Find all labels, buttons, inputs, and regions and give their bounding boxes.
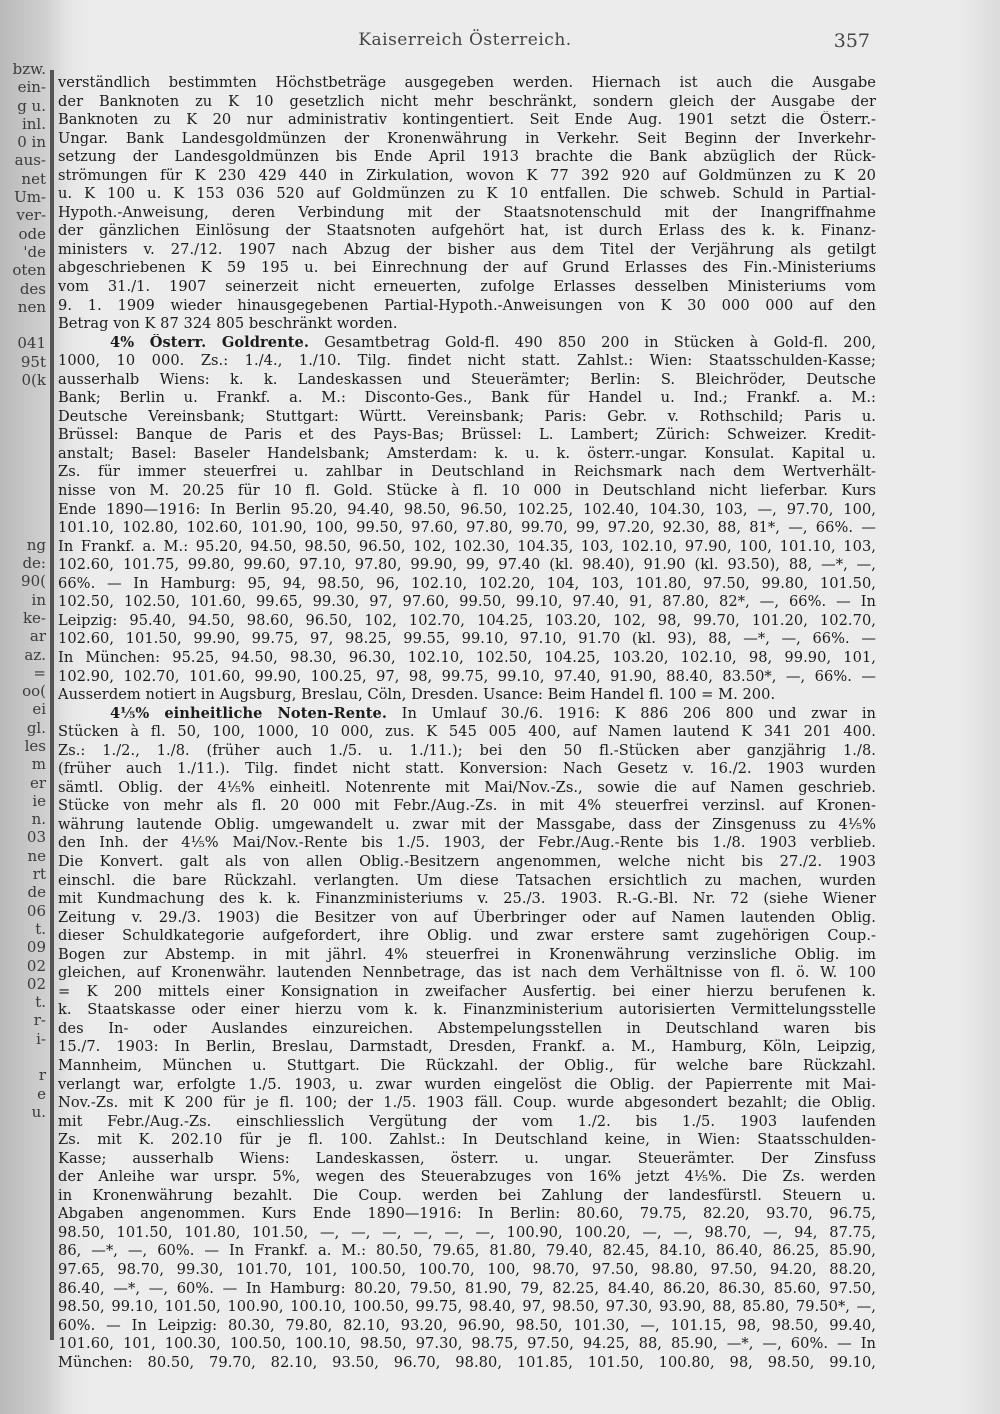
body-text — [58, 74, 876, 1404]
text-line — [58, 575, 876, 594]
margin-fragment: bzw. — [12, 60, 46, 78]
text-line — [58, 93, 876, 112]
line-text: 98.50, 99.10, 101.50, 100.90, 100.10, 100.50, 99.75, 98.40, 97, 98.50, 97.30, 93.90, 88, 85.80, 79.50*, —, — [58, 1298, 876, 1316]
line-text: in Kronenwährung bezahlt. Die Coup. werden bei Zahlung der landesfürstl. Steuern u. — [58, 1186, 876, 1204]
line-text: Zeitung v. 29./3. 1903) die Besitzer von auf Überbringer oder auf Namen lautenden Oblig. — [58, 908, 876, 926]
margin-fragment: r- — [33, 1011, 46, 1030]
adjacent-page-margin — [0, 60, 48, 1414]
margin-fragment: 02 — [26, 956, 46, 975]
margin-fragment: 041 — [17, 334, 46, 353]
margin-fragment — [0, 463, 48, 481]
margin-fragment — [0, 389, 48, 407]
margin-fragment — [0, 499, 48, 517]
margin-fragment: 02 — [26, 974, 46, 993]
margin-fragment: m — [31, 755, 46, 774]
margin-fragment: i- — [36, 1029, 46, 1048]
text-line — [58, 389, 876, 408]
margin-fragment — [0, 444, 48, 462]
line-text: sämtl. Oblig. der 4⅕% einheitl. Notenrente mit Mai/Nov.-Zs., sowie die auf Namen geschrieb. — [58, 778, 876, 796]
margin-fragment — [0, 517, 48, 535]
line-text: München: 80.50, 79.70, 82.10, 93.50, 96.70, 98.80, 101.85, 101.50, 100.80, 98, 98.50, 99.10, — [58, 1353, 876, 1371]
margin-fragment: aus- — [14, 151, 46, 170]
margin-fragment: 09 — [26, 938, 46, 957]
line-text: Kasse; ausserhalb Wiens: Landeskassen, österr. u. ungar. Steuerämter. Der Zinsfuss — [58, 1149, 876, 1167]
line-text: 102.50, 102.50, 101.60, 99.65, 99.30, 97, 97.60, 99.50, 99.10, 97.40, 91, 87.80, 82*, —, 66%. — In — [58, 593, 876, 611]
margin-fragment: gl. — [26, 718, 46, 737]
margin-fragment: ke- — [22, 608, 46, 627]
line-text: Die Konvert. galt als von allen Oblig.-Besitzern angenommen, welche nicht bis 27./2. 1903 — [58, 852, 876, 870]
text-line — [58, 927, 876, 946]
margin-fragment: 95t — [20, 352, 46, 371]
margin-fragment: er — [29, 773, 46, 792]
text-line — [58, 1001, 876, 1020]
margin-fragment: 90( — [21, 572, 46, 591]
text-line — [58, 352, 876, 371]
line-text: gleichen, auf Kronenwähr. lautenden Nennbetrage, das ist nach dem Verhältnisse von fl. ö. W. 100 — [58, 964, 876, 982]
text-line — [58, 1242, 876, 1261]
margin-fragment: nen — [17, 297, 46, 316]
line-text: k. Staatskasse oder einer hierzu vom k. k. Finanzministerium autorisierten Vermittelungsstelle — [58, 1001, 876, 1019]
text-line — [58, 1020, 876, 1039]
line-text: 15./7. 1903: In Berlin, Breslau, Darmstadt, Dresden, Frankf. a. M., Hamburg, Köln, Leipzig, — [58, 1038, 876, 1056]
line-text: Ende 1890—1916: In Berlin 95.20, 94.40, 98.50, 96.50, 102.25, 102.40, 104.30, 103, —, 97.70, 100, — [58, 500, 876, 518]
margin-fragment: n. — [31, 810, 46, 829]
text-line — [58, 630, 876, 649]
text-line — [58, 1317, 876, 1336]
line-text: setzung der Landesgoldmünzen bis Ende April 1913 brachte die Bank abzüglich der Rück- — [58, 148, 876, 166]
margin-fragment: g u. — [17, 96, 46, 115]
line-text: mit Kundmachung des k. k. Finanzministeriums v. 25./3. 1903. R.-G.-Bl. Nr. 72 (siehe Wiener — [58, 890, 876, 908]
line-text: Bank; Berlin u. Frankf. a. M.: Disconto-Ges., Bank für Handel u. Ind.; Frankf. a. M.: — [58, 389, 876, 407]
text-line — [58, 185, 876, 204]
line-text: einschl. die bare Rückzahl. verlangten. Um diese Tatsachen ersichtlich zu machen, wurden — [58, 871, 876, 889]
margin-fragment: rt — [32, 865, 46, 884]
line-text: Abgaben angenommen. Kurs Ende 1890—1916: In Berlin: 80.60, 79.75, 82.20, 93.70, 96.75, — [58, 1205, 876, 1223]
margin-fragment: az. — [24, 645, 46, 664]
margin-fragment: ode — [18, 224, 46, 243]
line-text: Deutsche Vereinsbank; Stuttgart: Württ. Vereinsbank; Paris: Gebr. v. Rothschild; Paris u. — [58, 407, 876, 425]
line-text: mit Febr./Aug.-Zs. einschliesslich Vergütung der vom 1./2. bis 1./5. 1903 laufenden — [58, 1112, 876, 1130]
text-line — [58, 278, 876, 297]
margin-fragment: 0 in — [17, 133, 46, 152]
text-line — [58, 964, 876, 983]
text-line — [58, 315, 876, 334]
text-line — [58, 241, 876, 260]
margin-fragment: ar — [29, 627, 46, 646]
text-line — [58, 371, 876, 390]
line-text: 86, —*, —, 60%. — In Frankf. a. M.: 80.50, 79.65, 81.80, 79.40, 82.45, 84.10, 86.40, 86.25, 85.90, — [58, 1242, 876, 1260]
line-text: der Anleihe war urspr. 5%, wegen des Steuerabzuges von 16% jetzt 4⅕%. Die Zs. werden — [58, 1168, 876, 1186]
text-line — [58, 1224, 876, 1243]
text-line — [58, 797, 876, 816]
line-text: Zs. für immer steuerfrei u. zahlbar in Deutschland in Reichsmark nach dem Wertverhält- — [58, 463, 876, 481]
line-text: vom 31./1. 1907 seinerzeit nicht erneuerten, zufolge Erlasses desselben Ministeriums vom — [58, 278, 876, 296]
text-line — [58, 297, 876, 316]
line-text: verständlich bestimmten Höchstbeträge ausgegeben werden. Hiernach ist auch die Ausgabe — [58, 74, 876, 91]
line-text: 98.50, 101.50, 101.80, 101.50, —, —, —, —, —, —, 100.90, 100.20, —, —, 98.70, —, 94, 87.75, — [58, 1223, 876, 1241]
line-text: ausserhalb Wiens: k. k. Landeskassen und Steuerämter; Berlin: S. Bleichröder, Deutsche — [58, 370, 876, 388]
line-text: u. K 100 u. K 153 036 520 auf Goldmünzen zu K 10 entfallen. Die schweb. Schuld in Partial- — [58, 185, 876, 203]
text-line — [58, 501, 876, 520]
text-line — [58, 890, 876, 909]
line-text: 9. 1. 1909 wieder hinausgegebenen Partial-Hypoth.-Anweisungen von K 30 000 000 auf den — [58, 296, 876, 314]
margin-fragment: Um- — [14, 188, 46, 207]
line-text: Stücke von mehr als fl. 20 000 mit Febr./Aug.-Zs. in mit 4% steuerfrei verzinsl. auf Kronen- — [58, 797, 876, 815]
margin-fragment — [0, 408, 48, 426]
text-line — [58, 259, 876, 278]
text-line — [58, 222, 876, 241]
text-line — [58, 612, 876, 631]
line-text: 101.10, 102.80, 102.60, 101.90, 100, 99.50, 97.60, 97.80, 99.70, 99, 97.20, 92.30, 88, 81*, —, 66%. — — [58, 519, 876, 537]
text-line — [58, 1038, 876, 1057]
margin-fragment — [0, 481, 48, 499]
text-line — [58, 668, 876, 687]
margin-fragment: ver- — [16, 206, 46, 225]
line-text: In Umlauf 30./6. 1916: K 886 206 800 und zwar in — [387, 704, 876, 722]
text-line — [58, 408, 876, 427]
section-heading-line — [58, 334, 876, 353]
text-line — [58, 1205, 876, 1224]
margin-fragment: des — [19, 279, 46, 298]
line-text: (früher auch 1./11.). Tilg. findet nicht statt. Konversion: Nach Gesetz v. 16./2. 1903 wurden — [58, 760, 876, 778]
text-line — [58, 1354, 876, 1373]
text-line — [58, 983, 876, 1002]
line-text: abgeschriebenen K 59 195 u. bei Einrechnung der auf Grund Erlasses des Fin.-Ministeriums — [58, 259, 876, 277]
margin-fragment: 03 — [26, 828, 46, 847]
text-line — [58, 556, 876, 575]
line-text: In München: 95.25, 94.50, 98.30, 96.30, 102.10, 102.50, 104.25, 103.20, 102.10, 98, 99.90, 101, — [58, 648, 876, 666]
text-line — [58, 482, 876, 501]
margin-fragment: de — [27, 883, 46, 902]
line-text: strömungen für K 230 429 440 in Zirkulation, wovon K 77 392 920 auf Goldmünzen zu K 20 — [58, 166, 876, 184]
margin-fragment: u. — [31, 1102, 46, 1121]
line-text: verlangt war, erfolgte 1./5. 1903, u. zwar wurden eingelöst die Oblig. der Papierrente mit Mai- — [58, 1075, 876, 1093]
line-text: Leipzig: 95.40, 94.50, 98.60, 96.50, 102, 102.70, 104.25, 103.20, 102, 98, 99.70, 101.20, 102.70, — [58, 611, 876, 629]
line-text: währung lautende Oblig. umgewandelt u. zwar mit der Massgabe, dass der Zinsgenuss zu 4⅕% — [58, 815, 876, 833]
margin-fragment: 'de — [23, 242, 46, 261]
line-text: 102.60, 101.50, 99.90, 99.75, 97, 98.25, 99.55, 99.10, 97.10, 91.70 (kl. 93), 88, —*, —, 66%. — — [58, 630, 876, 648]
running-header — [60, 30, 870, 56]
line-text: Bogen zur Abstemp. in mit jährl. 4% steuerfrei in Kronenwährung verzinsliche Oblig. im — [58, 945, 876, 963]
line-text: der Banknoten zu K 10 gesetzlich nicht mehr beschränkt, sondern gleich der Ausgabe der — [58, 92, 876, 110]
margin-fragment: oo( — [22, 682, 46, 701]
margin-fragment — [0, 1048, 48, 1066]
line-text: anstalt; Basel: Baseler Handelsbank; Amsterdam: k. u. k. österr.-ungar. Konsulat. Kapital u. — [58, 444, 876, 462]
margin-fragment: ie — [32, 791, 46, 810]
line-text: 102.90, 102.70, 101.60, 99.90, 100.25, 97, 98, 99.75, 99.10, 97.40, 91.90, 88.40, 83.50*, —, 66%. — — [58, 667, 876, 685]
margin-fragment — [0, 316, 48, 334]
line-text: 101.60, 101, 100.30, 100.50, 100.10, 98.50, 97.30, 98.75, 97.50, 94.25, 88, 85.90, —*, —, 60%. — In — [58, 1335, 876, 1353]
text-line — [58, 1131, 876, 1150]
line-text: 97.65, 98.70, 99.30, 101.70, 101, 100.50, 100.70, 100, 98.70, 97.50, 98.80, 97.50, 94.20, 88.20, — [58, 1261, 876, 1278]
text-line — [58, 742, 876, 761]
text-line — [58, 167, 876, 186]
section-heading: 4% Österr. Goldrente. — [110, 333, 309, 351]
text-line — [58, 130, 876, 149]
text-line — [58, 760, 876, 779]
line-text: Brüssel: Banque de Paris et des Pays-Bas; Brüssel: L. Lambert; Zürich: Schweizer. Kredit- — [58, 426, 876, 444]
text-line — [58, 593, 876, 612]
line-text: 102.60, 101.75, 99.80, 99.60, 97.10, 97.80, 99.90, 99, 97.40 (kl. 98.40), 91.90 (kl. 93.50), 88, —*, —, — [58, 556, 876, 574]
margin-fragment: les — [24, 736, 46, 755]
text-line — [58, 872, 876, 891]
line-text: Mannheim, München u. Stuttgart. Die Rückzahl. der Oblig., für welche bare Rückzahl. — [58, 1056, 876, 1074]
margin-fragment — [0, 426, 48, 444]
page-number: 357 — [833, 30, 870, 52]
line-text: = K 200 mittels einer Konsignation in zweifacher Ausfertig. bei einer hierzu berufenen k. — [58, 982, 876, 1000]
margin-fragment: r — [38, 1066, 46, 1085]
margin-fragment: de: — [22, 554, 46, 573]
text-line — [58, 649, 876, 668]
line-text: Ausserdem notiert in Augsburg, Breslau, Cöln, Dresden. Usance: Beim Handel fl. 100 = M. 200. — [58, 686, 776, 704]
text-line — [58, 853, 876, 872]
text-line — [58, 1168, 876, 1187]
page-spine-shadow — [50, 70, 54, 1340]
line-text: Banknoten zu K 20 nur administrativ kontingentiert. Seit Ende Aug. 1901 setzt die Österr.- — [58, 111, 876, 129]
line-text: ministers v. 27./12. 1907 nach Abzug der bisher aus dem Titel der Verjährung als getilgt — [58, 240, 876, 258]
text-line — [58, 1057, 876, 1076]
margin-fragment: 06 — [26, 901, 46, 920]
text-line — [58, 204, 876, 223]
text-line — [58, 816, 876, 835]
margin-fragment: = — [33, 663, 46, 682]
line-text: Hypoth.-Anweisung, deren Verbindung mit der Staatsnotenschuld mit der Inangriffnahme — [58, 203, 876, 221]
text-line — [58, 686, 876, 705]
margin-fragment: inl. — [21, 114, 46, 133]
text-line — [58, 148, 876, 167]
text-line — [58, 1335, 876, 1354]
text-line — [58, 1298, 876, 1317]
text-line — [58, 1261, 876, 1280]
text-line — [58, 1113, 876, 1132]
line-text: 86.40, —*, —, 60%. — In Hamburg: 80.20, 79.50, 81.90, 79, 82.25, 84.40, 86.20, 86.30, 85.60, 97.50, — [58, 1279, 876, 1297]
text-line — [58, 445, 876, 464]
margin-fragment: oten — [12, 261, 46, 280]
line-text: des In- oder Auslandes einzureichen. Abstempelungsstellen in Deutschland waren bis — [58, 1019, 876, 1037]
text-line — [58, 538, 876, 557]
text-line — [58, 1076, 876, 1095]
margin-fragment: net — [21, 169, 46, 188]
text-line — [58, 834, 876, 853]
text-line — [58, 519, 876, 538]
margin-fragment: ei — [32, 700, 46, 719]
line-text: Gesamtbetrag Gold-fl. 490 850 200 in Stücken à Gold-fl. 200, — [308, 333, 876, 351]
margin-fragment: e — [37, 1084, 46, 1103]
line-text: dieser Schuldkategorie aufgefordert, ihre Oblig. und zwar erstere samt zugehörigen Coup.- — [58, 927, 876, 945]
text-line — [58, 723, 876, 742]
line-text: 66%. — In Hamburg: 95, 94, 98.50, 96, 102.10, 102.20, 104, 103, 101.80, 97.50, 99.80, 101.50, — [58, 574, 876, 592]
text-line — [58, 909, 876, 928]
line-text: den Inh. der 4⅕% Mai/Nov.-Rente bis 1./5. 1903, der Febr./Aug.-Rente bis 1./8. 1903 verblieb. — [58, 834, 876, 852]
margin-fragment: ein- — [17, 78, 46, 97]
margin-fragment: 0(k — [21, 371, 46, 390]
margin-fragment: ng — [26, 535, 46, 554]
line-text: Nov.-Zs. mit K 200 für je fl. 100; der 1./5. 1903 fäll. Coup. wurde abgesondert bezahlt; die Oblig. — [58, 1094, 876, 1112]
line-text: nisse von M. 20.25 für 10 fl. Gold. Stücke à fl. 10 000 in Deutschland nicht lieferbar. Kurs — [58, 482, 876, 500]
line-text: Betrag von K 87 324 805 beschränkt worden. — [58, 315, 398, 333]
text-line — [58, 1187, 876, 1206]
margin-fragment: t. — [35, 993, 46, 1012]
text-line — [58, 779, 876, 798]
margin-fragment: in — [31, 590, 46, 609]
line-text: 60%. — In Leipzig: 80.30, 79.80, 82.10, 93.20, 96.90, 98.50, 101.30, —, 101.15, 98, 98.50, 99.40, — [58, 1316, 876, 1334]
line-text: Zs. mit K. 202.10 für je fl. 100. Zahlst.: In Deutschland keine, in Wien: Staatsschulden- — [58, 1131, 876, 1149]
margin-fragment: ne — [27, 846, 46, 865]
line-text: Stücken à fl. 50, 100, 1000, 10 000, zus. K 545 005 400, auf Namen lautend K 341 201 400. — [58, 723, 876, 741]
text-line — [58, 74, 876, 93]
text-line — [58, 1280, 876, 1299]
line-text: Ungar. Bank Landesgoldmünzen der Kronenwährung in Verkehr. Seit Beginn der Inverkehr- — [58, 129, 876, 147]
margin-fragment: t. — [35, 919, 46, 938]
text-line — [58, 1094, 876, 1113]
text-line — [58, 946, 876, 965]
section-heading-line — [58, 705, 876, 724]
section-heading: 4⅕% einheitliche Noten-Rente. — [110, 704, 388, 722]
line-text: Zs.: 1./2., 1./8. (früher auch 1./5. u. 1./11.); bei den 50 fl.-Stücken aber ganzjährig 1./8. — [58, 741, 876, 759]
text-line — [58, 1150, 876, 1169]
running-title: Kaiserreich Österreich. — [358, 30, 572, 50]
line-text: In Frankf. a. M.: 95.20, 94.50, 98.50, 96.50, 102, 102.30, 104.35, 103, 102.10, 97.90, 100, 101.10, 103, — [58, 537, 876, 555]
text-line — [58, 111, 876, 130]
text-line — [58, 463, 876, 482]
line-text: 1000, 10 000. Zs.: 1./4., 1./10. Tilg. findet nicht statt. Zahlst.: Wien: Staatsschulden-Kasse; — [58, 352, 876, 370]
text-line — [58, 426, 876, 445]
line-text: der gänzlichen Einlösung der Staatsnoten aufgehört hat, ist durch Erlass des k. k. Finanz- — [58, 222, 876, 240]
